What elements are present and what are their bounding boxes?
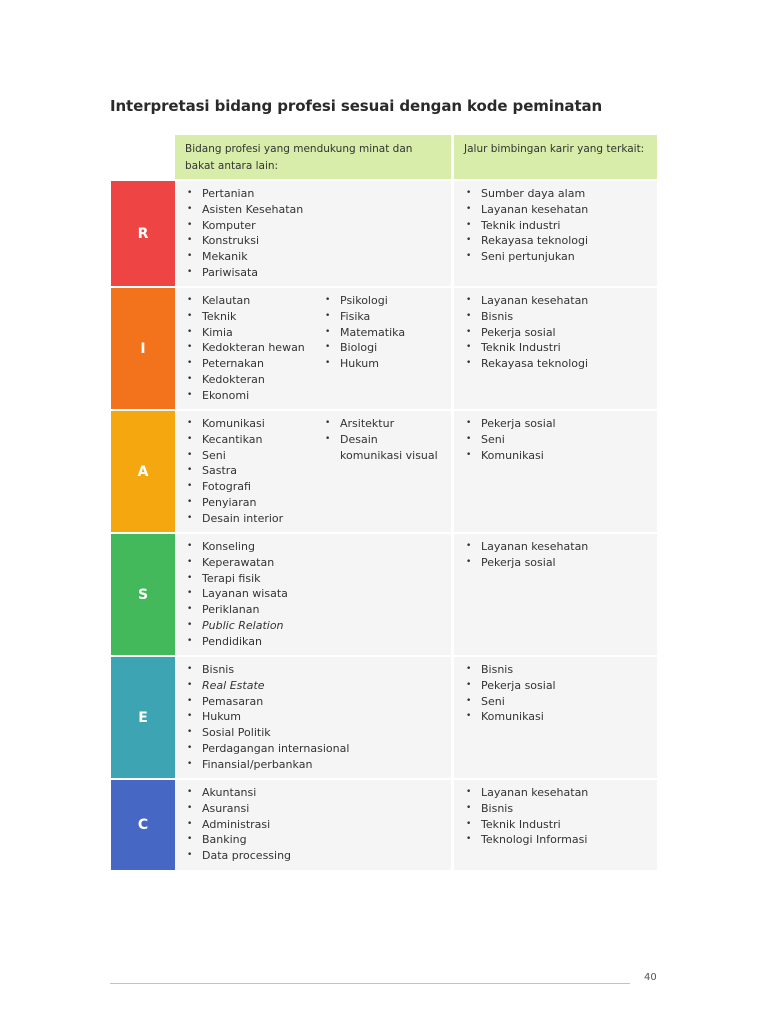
list-item: • Psikologi xyxy=(325,293,443,309)
list-item: • Komunikasi xyxy=(466,448,657,464)
professions-list xyxy=(187,186,325,286)
header-professions: Bidang profesi yang mendukung minat dan bakat antara lain: xyxy=(175,135,451,179)
list-item: • Akuntansi xyxy=(187,785,325,801)
code-cell-c: C xyxy=(111,780,175,870)
list-item: • Seni xyxy=(466,694,657,710)
list-item: • Kelautan xyxy=(187,293,325,309)
professions-cell xyxy=(175,780,451,870)
list-item: • Bisnis xyxy=(466,309,657,325)
professions-list xyxy=(187,539,447,655)
list-item: • Fotografi xyxy=(187,479,325,495)
list-item: • Terapi fisik xyxy=(187,571,447,587)
list-item: • Desain interior xyxy=(187,511,325,527)
list-item: • Teknik xyxy=(187,309,325,325)
code-cell-a: A xyxy=(111,411,175,532)
list-item: • Komputer xyxy=(187,218,325,234)
list-item: • Periklanan xyxy=(187,602,447,618)
career-paths-cell xyxy=(454,780,657,870)
list-item: • Layanan wisata xyxy=(187,586,447,602)
list-item: • Desain komunikasi visual xyxy=(325,432,443,464)
professions-cell xyxy=(175,657,451,778)
code-cell-e: E xyxy=(111,657,175,778)
list-item: • Pemasaran xyxy=(187,694,447,710)
list-item: • Ekonomi xyxy=(187,388,325,404)
page-title: Interpretasi bidang profesi sesuai dengan kode peminatan xyxy=(110,97,603,115)
list-item: • Konstruksi xyxy=(187,233,325,249)
list-item: • Seni pertunjukan xyxy=(466,249,657,265)
professions-list xyxy=(187,662,447,778)
career-paths-cell xyxy=(454,411,657,532)
footer-rule xyxy=(110,983,630,984)
list-item: • Keperawatan xyxy=(187,555,447,571)
list-item: • Administrasi xyxy=(187,817,325,833)
list-item: • Komunikasi xyxy=(466,709,657,725)
code-cell-i: I xyxy=(111,288,175,409)
career-paths-cell xyxy=(454,181,657,286)
professions-list xyxy=(187,785,325,870)
list-item: • Matematika xyxy=(325,325,443,341)
list-item: • Kedokteran hewan xyxy=(187,340,325,356)
career-paths-cell xyxy=(454,288,657,409)
list-item: • Pertanian xyxy=(187,186,325,202)
list-item: • Pekerja sosial xyxy=(466,325,657,341)
professions-cell xyxy=(175,534,451,655)
list-item: • Teknik Industri xyxy=(466,817,657,833)
list-item: • Banking xyxy=(187,832,325,848)
list-item: • Pekerja sosial xyxy=(466,416,657,432)
list-item: • Teknik Industri xyxy=(466,340,657,356)
list-item: • Penyiaran xyxy=(187,495,325,511)
list-item: • Rekayasa teknologi xyxy=(466,233,657,249)
list-item: • Layanan kesehatan xyxy=(466,202,657,218)
list-item: • Sumber daya alam xyxy=(466,186,657,202)
list-item: • Arsitektur xyxy=(325,416,443,432)
list-item: • Layanan kesehatan xyxy=(466,293,657,309)
list-item: • Layanan kesehatan xyxy=(466,785,657,801)
list-item: • Hukum xyxy=(187,709,447,725)
professions-list-secondary xyxy=(325,416,443,532)
list-item: • Kimia xyxy=(187,325,325,341)
code-cell-s: S xyxy=(111,534,175,655)
list-item: • Seni xyxy=(466,432,657,448)
list-item: • Konseling xyxy=(187,539,447,555)
list-item: • Seni xyxy=(187,448,325,464)
list-item: • Asisten Kesehatan xyxy=(187,202,325,218)
list-item: • Hukum xyxy=(325,356,443,372)
header-career-paths: Jalur bimbingan karir yang terkait: xyxy=(454,135,657,179)
list-item: • Komunikasi xyxy=(187,416,325,432)
table-row xyxy=(111,780,657,870)
list-item: • Pariwisata xyxy=(187,265,325,281)
professions-list xyxy=(187,416,325,532)
list-item: • Rekayasa teknologi xyxy=(466,356,657,372)
table-row xyxy=(111,181,657,286)
table-header xyxy=(111,135,657,179)
list-item: • Asuransi xyxy=(187,801,325,817)
list-item: • Public Relation xyxy=(187,618,447,634)
table-row xyxy=(111,657,657,778)
career-paths-list xyxy=(466,539,657,571)
list-item: • Kedokteran xyxy=(187,372,325,388)
list-item: • Mekanik xyxy=(187,249,325,265)
career-paths-list xyxy=(466,416,657,463)
career-paths-list xyxy=(466,662,657,725)
list-item: • Sastra xyxy=(187,463,325,479)
code-cell-r: R xyxy=(111,181,175,286)
list-item: • Data processing xyxy=(187,848,325,864)
list-item: • Kecantikan xyxy=(187,432,325,448)
list-item: • Teknologi Informasi xyxy=(466,832,657,848)
table-row xyxy=(111,534,657,655)
professions-cell xyxy=(175,288,451,409)
list-item: • Bisnis xyxy=(466,801,657,817)
career-paths-list xyxy=(466,186,657,265)
page-number: 40 xyxy=(644,972,657,983)
career-paths-list xyxy=(466,293,657,372)
header-spacer xyxy=(111,135,175,179)
table-row xyxy=(111,411,657,532)
professions-cell xyxy=(175,181,451,286)
list-item: • Layanan kesehatan xyxy=(466,539,657,555)
professions-list xyxy=(187,293,325,409)
list-item: • Peternakan xyxy=(187,356,325,372)
list-item: • Perdagangan internasional xyxy=(187,741,447,757)
career-paths-cell xyxy=(454,534,657,655)
professions-cell xyxy=(175,411,451,532)
list-item: • Teknik industri xyxy=(466,218,657,234)
list-item: • Finansial/perbankan xyxy=(187,757,447,773)
list-item: • Pekerja sosial xyxy=(466,555,657,571)
list-item: • Real Estate xyxy=(187,678,447,694)
list-item: • Pekerja sosial xyxy=(466,678,657,694)
list-item: • Fisika xyxy=(325,309,443,325)
riasec-table xyxy=(111,135,657,870)
career-paths-cell xyxy=(454,657,657,778)
career-paths-list xyxy=(466,785,657,848)
table-row xyxy=(111,288,657,409)
list-item: • Bisnis xyxy=(466,662,657,678)
list-item: • Sosial Politik xyxy=(187,725,447,741)
list-item: • Biologi xyxy=(325,340,443,356)
professions-list-secondary xyxy=(325,293,443,409)
list-item: • Pendidikan xyxy=(187,634,447,650)
list-item: • Bisnis xyxy=(187,662,447,678)
